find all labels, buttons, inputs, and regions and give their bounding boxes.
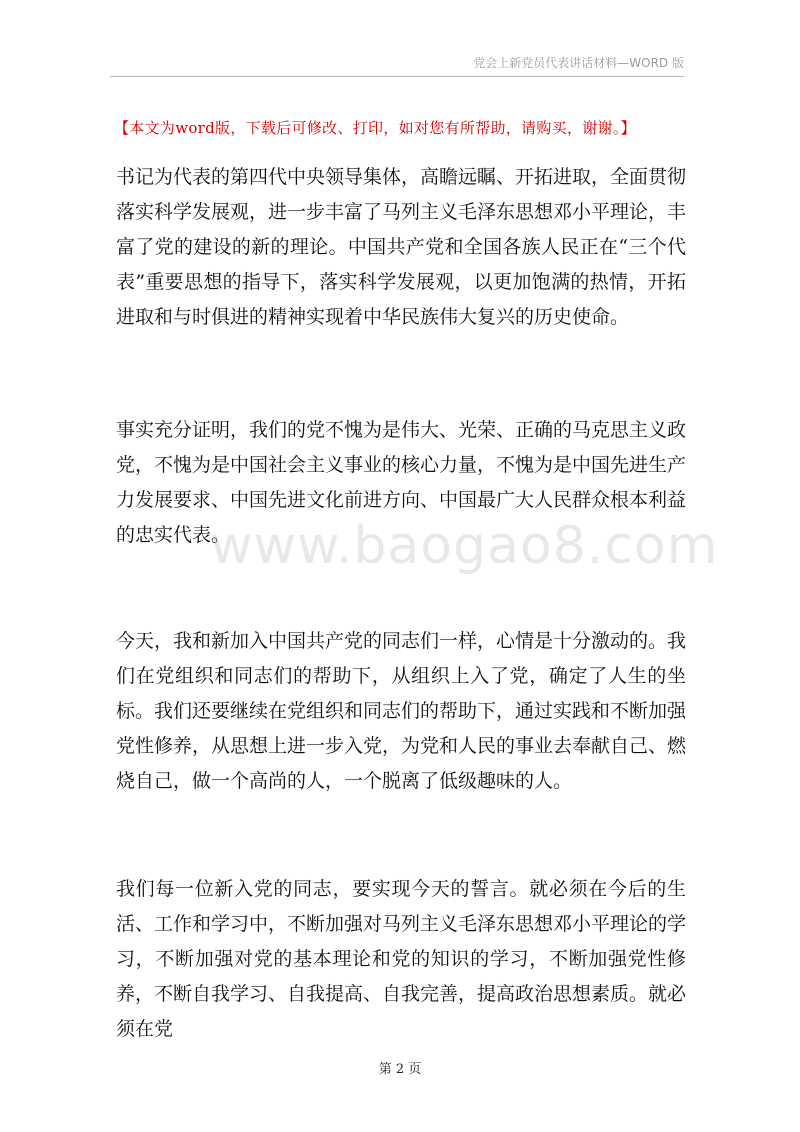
page-header-title: 党会上新党员代表讲话材料—WORD 版: [473, 56, 684, 70]
watermark: www.baogao8.com: [210, 516, 719, 576]
paragraph-1: 书记为代表的第四代中央领导集体，高瞻远瞩、开拓进取，全面贯彻落实科学发展观，进一步丰富了马列主义毛泽东思想邓小平理论，丰富了党的建设的新的理论。中国共产党和全国各族人民正在“三个代表”重要思想的指导下，落实科学发展观，以更加饱满的热情，开拓进取和与时俱进的精神实现着中华民族伟大复兴的历史使命。: [116, 166, 687, 328]
header-divider: [110, 76, 684, 77]
paragraph-2: 事实充分证明，我们的党不愧为是伟大、光荣、正确的马克思主义政党，不愧为是中国社会主义事业的核心力量，不愧为是中国先进生产力发展要求、中国先进文化前进方向、中国最广大人民群众根本利益的忠实代表。: [116, 419, 687, 546]
download-notice: 【本文为word版，下载后可修改、打印，如对您有所帮助，请购买，谢谢。】: [114, 119, 636, 137]
page-number: 第 2 页: [378, 1062, 422, 1077]
paragraph-3: 今天，我和新加入中国共产党的同志们一样，心情是十分激动的。我们在党组织和同志们的帮助下，从组织上入了党，确定了人生的坐标。我们还要继续在党组织和同志们的帮助下，通过实践和不断加强党性修养，从思想上进一步入党，为党和人民的事业去奉献自己、燃烧自己，做一个高尚的人，一个脱离了低级趣味的人。: [116, 630, 687, 792]
paragraph-4: 我们每一位新入党的同志，要实现今天的誓言。就必须在今后的生活、工作和学习中，不断加强对马列主义毛泽东思想邓小平理论的学习，不断加强对党的基本理论和党的知识的学习，不断加强党性修养，不断自我学习、自我提高、自我完善，提高政治思想素质。就必须在党: [116, 878, 687, 1040]
